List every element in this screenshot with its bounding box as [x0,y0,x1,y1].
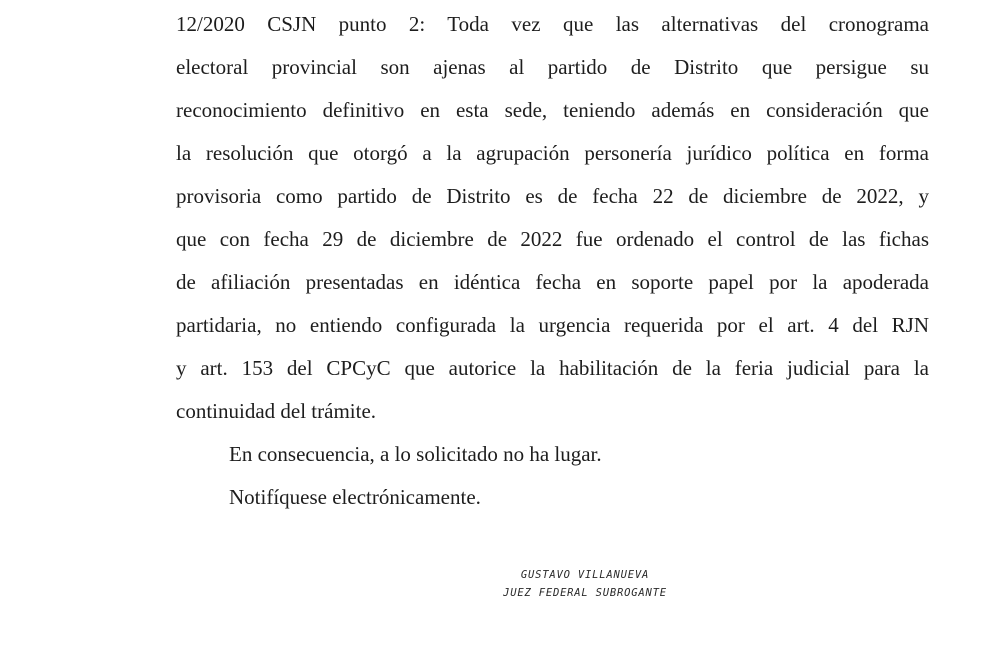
paragraph-line-1: 12/2020 CSJN punto 2: Toda vez que las alternativas del cronograma [176,12,929,36]
signature-block [440,566,730,602]
paragraph-line-7: de afiliación presentadas en idéntica fecha en soporte papel por la apoderada [176,270,929,294]
paragraph-line-9: y art. 153 del CPCyC que autorice la habilitación de la feria judicial para la [176,356,929,380]
paragraph-line-5: provisoria como partido de Distrito es de fecha 22 de diciembre de 2022, y [176,184,929,208]
paragraph-line-3: reconocimiento definitivo en esta sede, teniendo además en consideración que [176,98,929,122]
signer-title: JUEZ FEDERAL SUBROGANTE [503,587,667,599]
document-body [176,3,929,519]
paragraph-line-4: la resolución que otorgó a la agrupación personería jurídico política en forma [176,141,929,165]
consequence-paragraph: En consecuencia, a lo solicitado no ha lugar. [229,442,602,466]
paragraph-line-8: partidaria, no entiendo configurada la urgencia requerida por el art. 4 del RJN [176,313,929,337]
notification-paragraph: Notifíquese electrónicamente. [229,485,481,509]
signer-name: GUSTAVO VILLANUEVA [520,569,650,581]
paragraph-line-2: electoral provincial son ajenas al partido de Distrito que persigue su [176,55,929,79]
paragraph-line-6: que con fecha 29 de diciembre de 2022 fue ordenado el control de las fichas [176,227,929,251]
paragraph-line-10: continuidad del trámite. [176,399,377,423]
